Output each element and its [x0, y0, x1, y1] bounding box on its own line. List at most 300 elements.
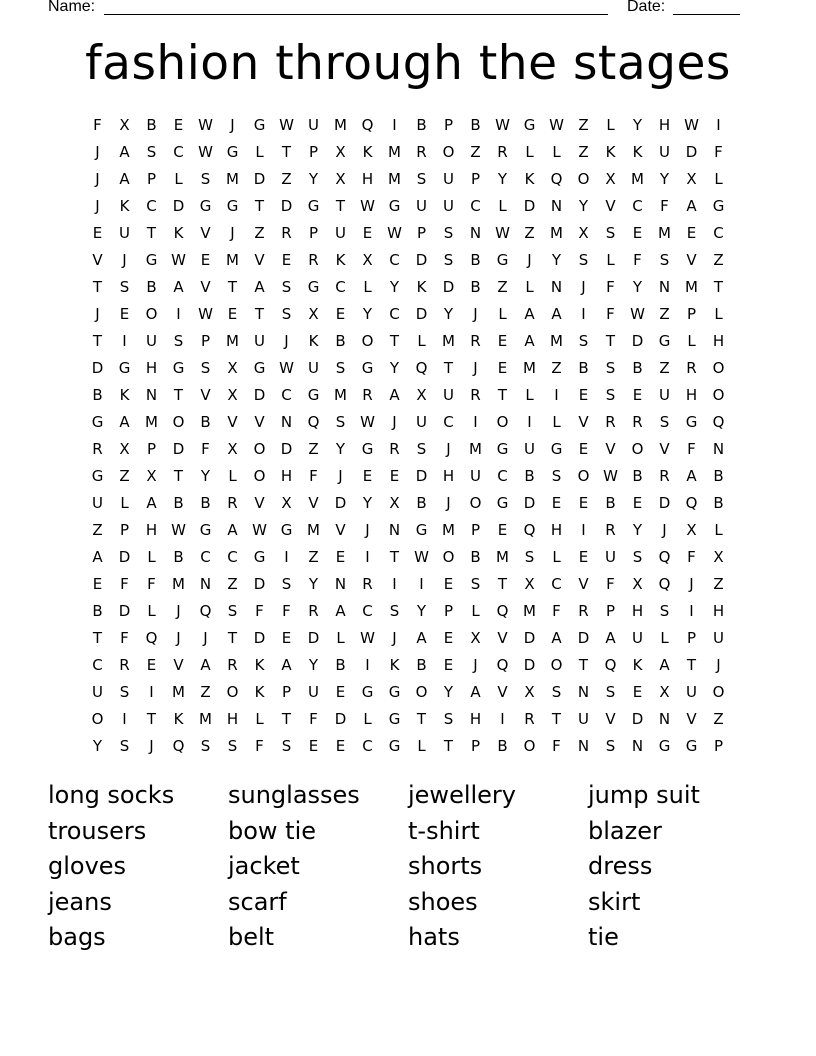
grid-letter[interactable]: O — [253, 467, 266, 485]
grid-letter[interactable]: E — [551, 494, 562, 512]
grid-letter[interactable]: J — [176, 602, 181, 620]
grid-letter[interactable]: N — [550, 278, 563, 296]
grid-letter[interactable]: W — [495, 116, 510, 134]
grid-letter[interactable]: B — [146, 278, 157, 296]
grid-letter[interactable]: M — [199, 710, 212, 728]
grid-letter[interactable]: X — [524, 575, 535, 593]
grid-letter[interactable]: V — [605, 197, 616, 215]
grid-letter[interactable]: O — [712, 359, 725, 377]
grid-letter[interactable]: N — [577, 683, 590, 701]
grid-letter[interactable]: M — [172, 575, 185, 593]
grid-letter[interactable]: Q — [145, 629, 158, 647]
grid-letter[interactable]: R — [362, 386, 373, 404]
grid-letter[interactable]: Z — [497, 278, 508, 296]
grid-letter[interactable]: M — [550, 224, 563, 242]
grid-letter[interactable]: J — [392, 413, 397, 431]
grid-letter[interactable]: C — [470, 197, 481, 215]
grid-letter[interactable]: H — [145, 521, 158, 539]
grid-letter[interactable]: J — [95, 143, 100, 161]
grid-letter[interactable]: N — [658, 278, 671, 296]
grid-letter[interactable]: C — [92, 656, 103, 674]
grid-letter[interactable]: O — [523, 737, 536, 755]
grid-letter[interactable]: S — [119, 278, 130, 296]
grid-letter[interactable]: W — [360, 629, 375, 647]
grid-letter[interactable]: X — [470, 629, 481, 647]
grid-letter[interactable]: H — [712, 602, 725, 620]
grid-letter[interactable]: G — [91, 413, 104, 431]
grid-letter[interactable]: R — [308, 251, 319, 269]
grid-letter[interactable]: L — [174, 170, 183, 188]
grid-letter[interactable]: W — [198, 116, 213, 134]
grid-letter[interactable]: V — [254, 413, 265, 431]
grid-letter[interactable]: L — [255, 143, 264, 161]
grid-letter[interactable]: H — [442, 467, 455, 485]
grid-letter[interactable]: Z — [119, 467, 130, 485]
grid-letter[interactable]: V — [578, 575, 589, 593]
grid-letter[interactable]: C — [335, 278, 346, 296]
grid-letter[interactable]: Q — [496, 656, 509, 674]
grid-letter[interactable]: F — [147, 575, 156, 593]
grid-letter[interactable]: K — [173, 224, 184, 242]
grid-letter[interactable]: V — [605, 440, 616, 458]
grid-letter[interactable]: A — [551, 629, 562, 647]
grid-letter[interactable]: E — [119, 305, 130, 323]
grid-letter[interactable]: F — [120, 629, 129, 647]
grid-letter[interactable]: J — [203, 629, 208, 647]
grid-letter[interactable]: K — [119, 386, 130, 404]
grid-letter[interactable]: P — [200, 332, 211, 350]
grid-letter[interactable]: Q — [496, 602, 509, 620]
grid-letter[interactable]: B — [416, 116, 427, 134]
grid-letter[interactable]: Y — [389, 278, 400, 296]
grid-letter[interactable]: O — [253, 440, 266, 458]
grid-letter[interactable]: V — [686, 251, 697, 269]
grid-letter[interactable]: U — [713, 629, 724, 647]
grid-letter[interactable]: D — [658, 494, 671, 512]
grid-letter[interactable]: R — [416, 143, 427, 161]
grid-letter[interactable]: O — [91, 710, 104, 728]
grid-letter[interactable]: D — [442, 278, 455, 296]
grid-letter[interactable]: T — [146, 224, 157, 242]
grid-letter[interactable]: V — [497, 629, 508, 647]
grid-letter[interactable]: D — [334, 494, 347, 512]
grid-letter[interactable]: G — [172, 359, 185, 377]
grid-letter[interactable]: V — [578, 413, 589, 431]
grid-letter[interactable]: F — [120, 575, 129, 593]
grid-letter[interactable]: Z — [200, 683, 211, 701]
grid-letter[interactable]: X — [605, 170, 616, 188]
grid-letter[interactable]: N — [631, 737, 644, 755]
grid-letter[interactable]: R — [605, 521, 616, 539]
grid-letter[interactable]: V — [335, 521, 346, 539]
grid-letter[interactable]: F — [660, 197, 669, 215]
grid-letter[interactable]: L — [363, 710, 372, 728]
grid-letter[interactable]: F — [714, 143, 723, 161]
grid-letter[interactable]: E — [335, 548, 346, 566]
grid-letter[interactable]: K — [335, 251, 346, 269]
grid-letter[interactable]: H — [685, 386, 698, 404]
grid-letter[interactable]: J — [446, 440, 451, 458]
grid-letter[interactable]: I — [581, 305, 586, 323]
grid-letter[interactable]: G — [496, 440, 509, 458]
grid-letter[interactable]: O — [577, 170, 590, 188]
grid-letter[interactable]: R — [632, 413, 643, 431]
grid-letter[interactable]: Q — [415, 359, 428, 377]
grid-letter[interactable]: Q — [658, 575, 671, 593]
grid-letter[interactable]: X — [119, 440, 130, 458]
grid-letter[interactable]: L — [228, 467, 237, 485]
grid-letter[interactable]: U — [119, 224, 130, 242]
grid-letter[interactable]: E — [578, 494, 589, 512]
grid-letter[interactable]: A — [551, 305, 562, 323]
grid-letter[interactable]: J — [716, 656, 721, 674]
grid-letter[interactable]: D — [523, 494, 536, 512]
grid-letter[interactable]: B — [470, 278, 481, 296]
grid-letter[interactable]: U — [254, 332, 265, 350]
grid-letter[interactable]: U — [659, 143, 670, 161]
grid-letter[interactable]: M — [226, 332, 239, 350]
grid-letter[interactable]: N — [388, 521, 401, 539]
grid-letter[interactable]: S — [416, 170, 427, 188]
grid-letter[interactable]: E — [335, 305, 346, 323]
grid-letter[interactable]: D — [253, 629, 266, 647]
grid-letter[interactable]: E — [92, 575, 103, 593]
grid-letter[interactable]: F — [309, 710, 318, 728]
grid-letter[interactable]: H — [631, 602, 644, 620]
grid-letter[interactable]: B — [173, 494, 184, 512]
grid-letter[interactable]: G — [91, 467, 104, 485]
grid-letter[interactable]: D — [253, 386, 266, 404]
grid-letter[interactable]: U — [605, 548, 616, 566]
grid-letter[interactable]: V — [308, 494, 319, 512]
grid-letter[interactable]: A — [686, 197, 697, 215]
grid-letter[interactable]: E — [632, 683, 643, 701]
grid-letter[interactable]: Z — [713, 251, 724, 269]
grid-letter[interactable]: E — [497, 359, 508, 377]
grid-letter[interactable]: L — [498, 305, 507, 323]
grid-letter[interactable]: F — [309, 467, 318, 485]
grid-letter[interactable]: O — [361, 332, 374, 350]
grid-letter[interactable]: G — [496, 494, 509, 512]
grid-letter[interactable]: R — [686, 359, 697, 377]
grid-letter[interactable]: T — [146, 710, 157, 728]
grid-letter[interactable]: S — [119, 737, 130, 755]
grid-letter[interactable]: I — [365, 548, 370, 566]
grid-letter[interactable]: E — [443, 656, 454, 674]
grid-letter[interactable]: E — [632, 494, 643, 512]
grid-letter[interactable]: H — [469, 710, 482, 728]
grid-letter[interactable]: X — [659, 683, 670, 701]
grid-letter[interactable]: S — [659, 251, 670, 269]
grid-letter[interactable]: E — [632, 224, 643, 242]
grid-letter[interactable]: S — [443, 710, 454, 728]
grid-letter[interactable]: Z — [92, 521, 103, 539]
grid-letter[interactable]: E — [335, 737, 346, 755]
grid-letter[interactable]: J — [176, 629, 181, 647]
grid-letter[interactable]: M — [388, 170, 401, 188]
grid-letter[interactable]: L — [525, 143, 534, 161]
grid-letter[interactable]: U — [308, 683, 319, 701]
grid-letter[interactable]: L — [498, 197, 507, 215]
grid-letter[interactable]: S — [119, 683, 130, 701]
grid-letter[interactable]: U — [308, 359, 319, 377]
grid-letter[interactable]: Z — [551, 359, 562, 377]
grid-letter[interactable]: S — [281, 305, 292, 323]
grid-letter[interactable]: K — [362, 143, 373, 161]
grid-letter[interactable]: D — [307, 629, 320, 647]
grid-letter[interactable]: G — [685, 413, 698, 431]
grid-letter[interactable]: G — [253, 548, 266, 566]
grid-letter[interactable]: V — [659, 440, 670, 458]
grid-letter[interactable]: Q — [550, 170, 563, 188]
grid-letter[interactable]: C — [713, 224, 724, 242]
grid-letter[interactable]: O — [226, 683, 239, 701]
grid-letter[interactable]: J — [446, 494, 451, 512]
grid-letter[interactable]: C — [443, 413, 454, 431]
grid-letter[interactable]: L — [363, 278, 372, 296]
grid-letter[interactable]: T — [254, 197, 265, 215]
grid-letter[interactable]: U — [92, 494, 103, 512]
grid-letter[interactable]: F — [552, 602, 561, 620]
grid-letter[interactable]: L — [606, 116, 615, 134]
grid-letter[interactable]: Z — [281, 170, 292, 188]
grid-letter[interactable]: V — [605, 710, 616, 728]
grid-letter[interactable]: O — [145, 305, 158, 323]
grid-letter[interactable]: S — [605, 224, 616, 242]
grid-letter[interactable]: F — [633, 251, 642, 269]
grid-letter[interactable]: H — [550, 521, 563, 539]
grid-letter[interactable]: B — [173, 548, 184, 566]
grid-letter[interactable]: G — [685, 737, 698, 755]
grid-letter[interactable]: D — [631, 332, 644, 350]
grid-letter[interactable]: N — [145, 386, 158, 404]
grid-letter[interactable]: W — [171, 521, 186, 539]
grid-letter[interactable]: B — [470, 116, 481, 134]
grid-letter[interactable]: V — [200, 386, 211, 404]
grid-letter[interactable]: Q — [712, 413, 725, 431]
grid-letter[interactable]: J — [662, 521, 667, 539]
grid-letter[interactable]: K — [254, 656, 265, 674]
grid-letter[interactable]: U — [632, 629, 643, 647]
grid-letter[interactable]: M — [550, 332, 563, 350]
grid-letter[interactable]: T — [227, 629, 238, 647]
grid-letter[interactable]: S — [281, 278, 292, 296]
grid-letter[interactable]: A — [119, 170, 130, 188]
grid-letter[interactable]: C — [389, 251, 400, 269]
grid-letter[interactable]: G — [253, 116, 266, 134]
grid-letter[interactable]: C — [389, 305, 400, 323]
grid-letter[interactable]: C — [362, 737, 373, 755]
grid-letter[interactable]: M — [685, 278, 698, 296]
grid-letter[interactable]: A — [200, 656, 211, 674]
grid-letter[interactable]: H — [226, 710, 239, 728]
grid-letter[interactable]: M — [334, 116, 347, 134]
grid-letter[interactable]: M — [307, 521, 320, 539]
grid-letter[interactable]: N — [712, 440, 725, 458]
grid-letter[interactable]: W — [171, 251, 186, 269]
grid-letter[interactable]: Y — [632, 278, 643, 296]
grid-letter[interactable]: R — [659, 467, 670, 485]
grid-letter[interactable]: B — [632, 467, 643, 485]
grid-letter[interactable]: E — [308, 737, 319, 755]
grid-letter[interactable]: O — [496, 413, 509, 431]
grid-letter[interactable]: T — [173, 386, 184, 404]
grid-letter[interactable]: T — [389, 548, 400, 566]
grid-letter[interactable]: I — [122, 332, 127, 350]
grid-letter[interactable]: G — [118, 359, 131, 377]
grid-letter[interactable]: D — [523, 656, 536, 674]
grid-letter[interactable]: X — [227, 359, 238, 377]
grid-letter[interactable]: Z — [578, 143, 589, 161]
grid-letter[interactable]: D — [334, 710, 347, 728]
grid-letter[interactable]: L — [255, 710, 264, 728]
grid-letter[interactable]: P — [281, 683, 292, 701]
grid-letter[interactable]: L — [120, 494, 129, 512]
grid-letter[interactable]: S — [335, 413, 346, 431]
grid-letter[interactable]: L — [336, 629, 345, 647]
grid-letter[interactable]: A — [524, 332, 535, 350]
grid-letter[interactable]: W — [630, 305, 645, 323]
grid-letter[interactable]: J — [473, 656, 478, 674]
grid-letter[interactable]: G — [307, 278, 320, 296]
grid-letter[interactable]: F — [93, 116, 102, 134]
grid-letter[interactable]: T — [686, 656, 697, 674]
grid-letter[interactable]: C — [227, 548, 238, 566]
grid-letter[interactable]: S — [281, 575, 292, 593]
grid-letter[interactable]: J — [392, 629, 397, 647]
grid-letter[interactable]: M — [226, 251, 239, 269]
grid-letter[interactable]: A — [119, 143, 130, 161]
grid-letter[interactable]: S — [578, 251, 589, 269]
grid-letter[interactable]: T — [416, 710, 427, 728]
grid-letter[interactable]: U — [470, 467, 481, 485]
grid-letter[interactable]: L — [687, 332, 696, 350]
grid-letter[interactable]: Y — [578, 197, 589, 215]
grid-letter[interactable]: W — [252, 521, 267, 539]
grid-letter[interactable]: S — [632, 548, 643, 566]
grid-letter[interactable]: J — [365, 521, 370, 539]
grid-letter[interactable]: F — [606, 575, 615, 593]
grid-letter[interactable]: J — [95, 197, 100, 215]
grid-letter[interactable]: S — [173, 332, 184, 350]
grid-letter[interactable]: U — [578, 710, 589, 728]
grid-letter[interactable]: W — [198, 305, 213, 323]
grid-letter[interactable]: M — [523, 359, 536, 377]
grid-letter[interactable]: G — [496, 251, 509, 269]
grid-letter[interactable]: T — [713, 278, 724, 296]
grid-letter[interactable]: D — [118, 548, 131, 566]
grid-letter[interactable]: L — [147, 548, 156, 566]
grid-letter[interactable]: Z — [254, 224, 265, 242]
grid-letter[interactable]: U — [416, 413, 427, 431]
grid-letter[interactable]: T — [443, 359, 454, 377]
grid-letter[interactable]: A — [146, 494, 157, 512]
grid-letter[interactable]: E — [281, 251, 292, 269]
grid-letter[interactable]: G — [253, 359, 266, 377]
grid-letter[interactable]: V — [200, 224, 211, 242]
grid-letter[interactable]: E — [362, 224, 373, 242]
grid-letter[interactable]: I — [176, 305, 181, 323]
grid-letter[interactable]: F — [606, 278, 615, 296]
grid-letter[interactable]: L — [417, 737, 426, 755]
grid-letter[interactable]: P — [686, 305, 697, 323]
grid-letter[interactable]: R — [281, 224, 292, 242]
grid-letter[interactable]: G — [388, 197, 401, 215]
grid-letter[interactable]: U — [443, 386, 454, 404]
grid-letter[interactable]: J — [230, 224, 235, 242]
grid-letter[interactable]: A — [335, 602, 346, 620]
grid-letter[interactable]: L — [714, 170, 723, 188]
grid-letter[interactable]: P — [686, 629, 697, 647]
grid-letter[interactable]: T — [551, 710, 562, 728]
grid-letter[interactable]: E — [389, 467, 400, 485]
grid-letter[interactable]: I — [419, 575, 424, 593]
grid-letter[interactable]: S — [605, 359, 616, 377]
grid-letter[interactable]: A — [470, 683, 481, 701]
grid-letter[interactable]: Q — [361, 116, 374, 134]
grid-letter[interactable]: E — [497, 332, 508, 350]
grid-letter[interactable]: Q — [604, 656, 617, 674]
grid-letter[interactable]: R — [227, 656, 238, 674]
grid-letter[interactable]: B — [335, 656, 346, 674]
grid-letter[interactable]: W — [279, 116, 294, 134]
grid-letter[interactable]: G — [415, 521, 428, 539]
grid-letter[interactable]: S — [551, 467, 562, 485]
grid-letter[interactable]: R — [389, 440, 400, 458]
grid-letter[interactable]: N — [550, 197, 563, 215]
grid-letter[interactable]: K — [632, 656, 643, 674]
grid-letter[interactable]: I — [581, 521, 586, 539]
grid-letter[interactable]: J — [338, 467, 343, 485]
grid-letter[interactable]: Q — [307, 413, 320, 431]
grid-letter[interactable]: T — [335, 197, 346, 215]
grid-letter[interactable]: R — [470, 332, 481, 350]
grid-letter[interactable]: I — [527, 413, 532, 431]
grid-letter[interactable]: L — [660, 629, 669, 647]
grid-letter[interactable]: T — [92, 629, 103, 647]
grid-letter[interactable]: K — [524, 170, 535, 188]
grid-letter[interactable]: X — [578, 224, 589, 242]
grid-letter[interactable]: G — [307, 197, 320, 215]
grid-letter[interactable]: D — [253, 575, 266, 593]
grid-letter[interactable]: R — [524, 710, 535, 728]
grid-letter[interactable]: G — [199, 521, 212, 539]
grid-letter[interactable]: H — [145, 359, 158, 377]
grid-letter[interactable]: O — [172, 413, 185, 431]
grid-letter[interactable]: E — [92, 224, 103, 242]
grid-letter[interactable]: W — [387, 224, 402, 242]
grid-letter[interactable]: T — [281, 143, 292, 161]
grid-letter[interactable]: I — [716, 116, 721, 134]
grid-letter[interactable]: V — [92, 251, 103, 269]
grid-letter[interactable]: Y — [308, 575, 319, 593]
grid-letter[interactable]: J — [284, 332, 289, 350]
grid-letter[interactable]: S — [281, 737, 292, 755]
grid-letter[interactable]: J — [473, 359, 478, 377]
grid-letter[interactable]: G — [712, 197, 725, 215]
grid-letter[interactable]: M — [442, 332, 455, 350]
grid-letter[interactable]: S — [605, 737, 616, 755]
grid-letter[interactable]: S — [659, 413, 670, 431]
grid-letter[interactable]: N — [280, 413, 293, 431]
grid-letter[interactable]: G — [280, 521, 293, 539]
grid-letter[interactable]: D — [280, 197, 293, 215]
grid-letter[interactable]: S — [389, 602, 400, 620]
grid-letter[interactable]: D — [280, 440, 293, 458]
grid-letter[interactable]: V — [254, 494, 265, 512]
grid-letter[interactable]: H — [712, 332, 725, 350]
grid-letter[interactable]: Q — [658, 548, 671, 566]
